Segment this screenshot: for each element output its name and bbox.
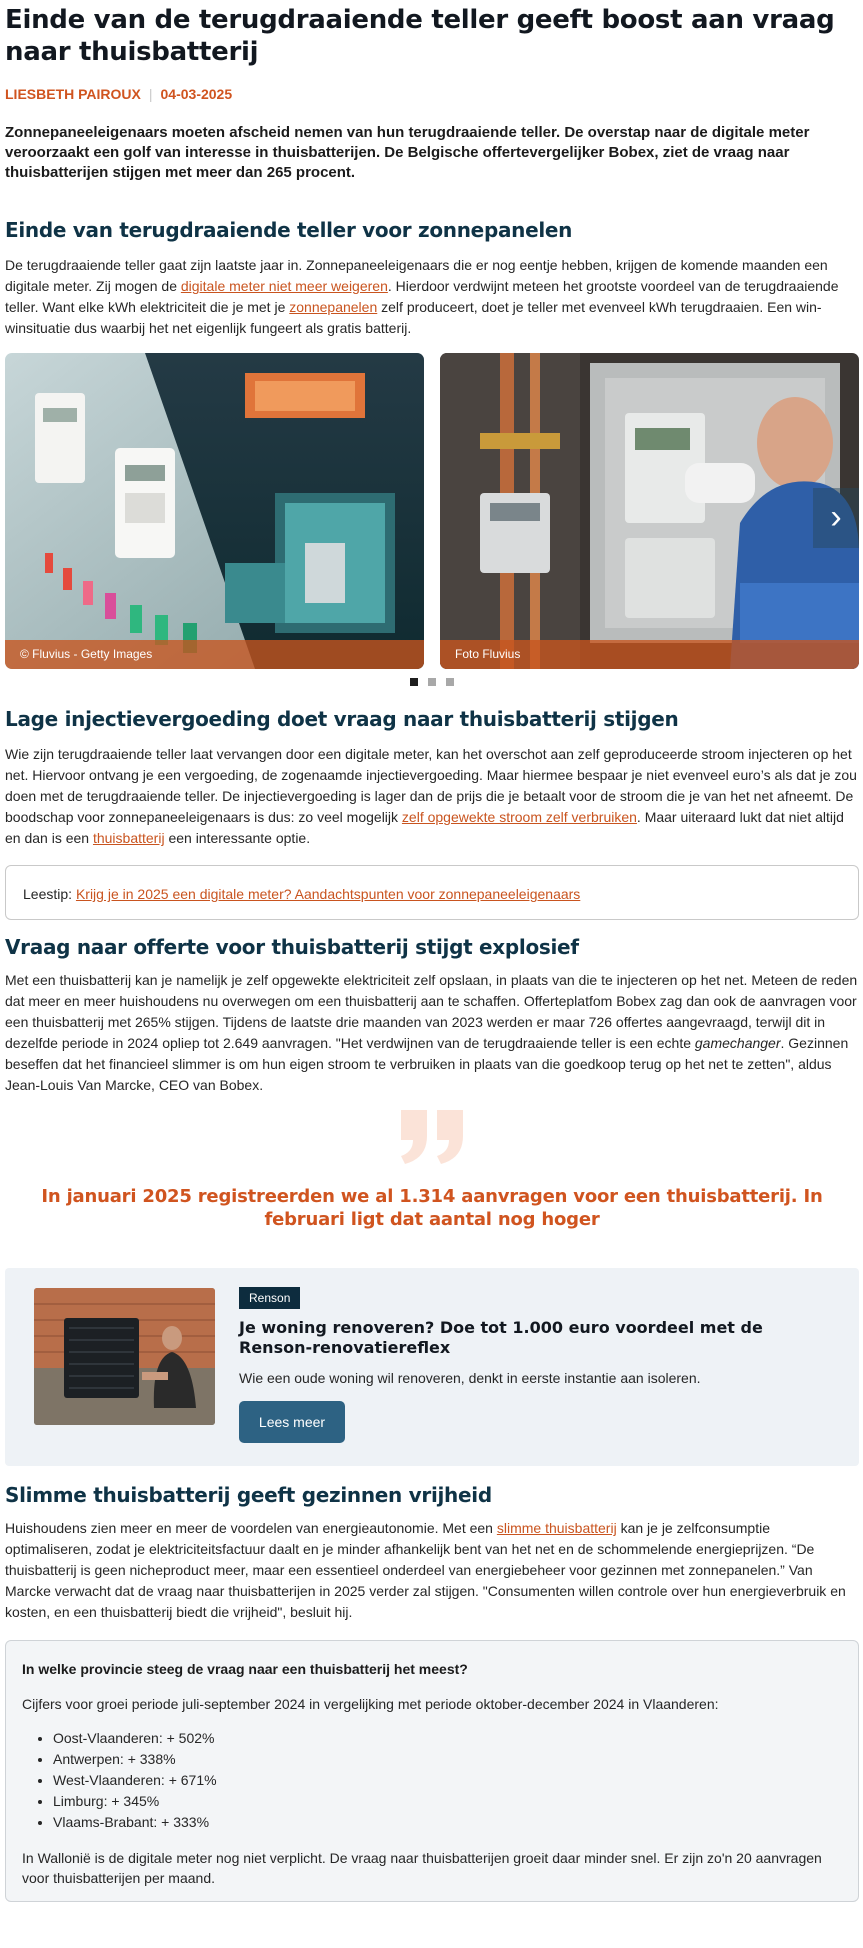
list-item: • Vlaams-Brabant: + 333%	[53, 1812, 842, 1833]
read-tip-label: Leestip:	[23, 886, 76, 902]
link-slimme-thuisbatterij[interactable]: slimme thuisbatterij	[496, 1520, 617, 1536]
gallery-next-button[interactable]	[813, 488, 859, 548]
pull-quote-text: In januari 2025 registreerden we al 1.314 aanvragen voor een thuisbatterij. In februari ligt dat aantal nog hoger	[41, 1186, 823, 1230]
info-box-provinces	[5, 1640, 859, 1902]
link-thuisbatterij[interactable]: thuisbatterij	[92, 830, 165, 846]
section-paragraph: De terugdraaiende teller gaat zijn laatste jaar in. Zonnepaneeleigenaars die er nog eentje hebben, krijgen de komende maanden een digitale meter. Zij mogen de digitale meter niet meer weigeren. Hierdoor verdwijnt meteen het grootste voordeel van de terugdraaiende teller. Want elke kWh elektriciteit die je met je zonnepanelen zelf produceert, doet je teller met evenveel kWh terugdraaien. Een win-winsituatie dus waarbij het net eigenlijk fungeert als gratis batterij.	[5, 257, 839, 336]
chevron-right-icon: ›	[830, 498, 842, 536]
emphasis-gamechanger: gamechanger	[694, 1035, 781, 1051]
promo-image[interactable]	[34, 1288, 215, 1425]
photo-digital-meters	[5, 353, 424, 669]
publish-date: 04-03-2025	[160, 86, 233, 102]
pull-quote	[5, 1110, 859, 1231]
list-item: • Antwerpen: + 338%	[53, 1749, 842, 1770]
promo-title[interactable]: Je woning renoveren? Doe tot 1.000 euro voordeel met de Renson-renovatiereflex	[239, 1318, 763, 1357]
gallery-dot-1[interactable]	[410, 678, 418, 686]
author[interactable]: LIESBETH PAIROUX	[5, 86, 141, 102]
article-intro: Zonnepaneeleigenaars moeten afscheid nemen van hun terugdraaiende teller. De overstap naar de digitale meter veroorzaakt een golf van interesse in thuisbatterijen. De Belgische offertevergelijker Bobex, ziet de vraag naar thuisbatterijen stijgen met meer dan 265 procent.	[5, 124, 810, 181]
image-gallery	[5, 353, 859, 669]
gallery-slide-1[interactable]	[5, 353, 424, 669]
gallery-caption-1: © Fluvius - Getty Images	[5, 640, 424, 669]
section-heading-offerte: Vraag naar offerte voor thuisbatterij stijgt explosief	[5, 935, 579, 959]
read-tip-link[interactable]: Krijg je in 2025 een digitale meter? Aandachtspunten voor zonnepaneeleigenaars	[75, 886, 581, 902]
info-box-question: In welke provincie steeg de vraag naar een thuisbatterij het meest?	[22, 1661, 468, 1677]
list-item: • West-Vlaanderen: + 671%	[53, 1770, 842, 1791]
promo-sponsor-tag: Renson	[239, 1287, 300, 1309]
link-zelf-verbruiken[interactable]: zelf opgewekte stroom zelf verbruiken	[401, 809, 637, 825]
province-growth-list	[22, 1728, 842, 1833]
section-paragraph: Met een thuisbatterij kan je namelijk je zelf opgewekte elektriciteit zelf opslaan, in plaats van die te injecteren op het net. Meteen de reden dat meer en meer huishoudens nu overwegen om een thuisbatterij aan te schaffen. Offerteplatfom Bobex zag dan ook de aanvragen voor een thuisbatterij met 265% stijgen. Tijdens de laatste drie maanden van 2023 werden er maar 726 offertes aangevraagd, terwijl dit in dezelfde periode in 2024 opliep tot 2.649 aanvragen. "Het verdwijnen van de terugdraaiende teller is een echte gamechanger. Gezinnen beseffen dat het financieel slimmer is om hun eigen stroom te verbruiken in plaats van die goedkoop terug op het net te zetten", aldus Jean-Louis Van Marcke, CEO van Bobex.	[5, 972, 858, 1093]
promo-description: Wie een oude woning wil renoveren, denkt in eerste instantie aan isoleren.	[239, 1370, 701, 1386]
promo-content	[239, 1287, 839, 1443]
gallery-dot-2[interactable]	[428, 678, 436, 686]
section-heading-injectievergoeding: Lage injectievergoeding doet vraag naar thuisbatterij stijgen	[5, 707, 679, 731]
quote-icon	[399, 1110, 465, 1164]
section-paragraph: Wie zijn terugdraaiende teller laat vervangen door een digitale meter, kan het overschot aan zelf geproduceerde stroom injecteren op het net. Hiervoor ontvang je een vergoeding, de zogenaamde injectievergoeding. Maar hiermee bespaar je niet evenveel euro’s als dat je zou doen met de terugdraaiende teller. De injectievergoeding is lager dan de prijs die je betaalt voor de stroom die je van het net afneemt. De boodschap voor zonnepaneeleigenaars is dus: zo veel mogelijk zelf opgewekte stroom zelf verbruiken. Maar uiteraard lukt dat niet altijd en dan is een thuisbatterij een interessante optie.	[5, 746, 857, 846]
link-zonnepanelen[interactable]: zonnepanelen	[289, 299, 378, 315]
sponsored-promo-card[interactable]	[5, 1268, 859, 1466]
photo-heat-pump-installer	[34, 1288, 215, 1425]
info-box-note: In Wallonië is de digitale meter nog niet verplicht. De vraag naar thuisbatterijen groeit daar minder snel. Er zijn zo'n 20 aanvragen voor thuisbatterijen per maand.	[22, 1850, 822, 1886]
section-heading-terugdraaiende-teller: Einde van terugdraaiende teller voor zonnepanelen	[5, 218, 573, 242]
link-digitale-meter[interactable]: digitale meter niet meer weigeren	[180, 278, 388, 294]
read-tip-box	[5, 865, 859, 920]
photo-technician-installing-meter	[440, 353, 859, 669]
article-meta	[5, 86, 859, 102]
section-paragraph: Huishoudens zien meer en meer de voordelen van energieautonomie. Met een slimme thuisbatterij kan je je zelfconsumptie optimaliseren, zodat je elektriciteitsfactuur daalt en je minder afhankelijk bent van het net en de schommelende energieprijzen. “De thuisbatterij is geen nicheproduct meer, maar een essentieel onderdeel van energiebeheer voor gezinnen met zonnepanelen.” Van Marcke verwacht dat de vraag naar thuisbatterijen in 2025 verder zal stijgen. "Consumenten willen controle over hun energieverbruik en kosten, en een thuisbatterij biedt die vrijheid", besluit hij.	[5, 1520, 846, 1620]
section-heading-vrijheid: Slimme thuisbatterij geeft gezinnen vrijheid	[5, 1483, 492, 1507]
article-title: Einde van de terugdraaiende teller geeft boost aan vraag naar thuisbatterij	[5, 5, 835, 67]
meta-separator: |	[148, 86, 153, 102]
list-item: • Oost-Vlaanderen: + 502%	[53, 1728, 842, 1749]
read-more-button[interactable]: Lees meer	[239, 1401, 345, 1443]
list-item: • Limburg: + 345%	[53, 1791, 842, 1812]
gallery-caption-2: Foto Fluvius	[440, 640, 859, 669]
gallery-slide-2[interactable]	[440, 353, 859, 669]
info-box-subtitle: Cijfers voor groei periode juli-september 2024 in vergelijking met periode oktober-december 2024 in Vlaanderen:	[22, 1696, 719, 1712]
gallery-pagination	[5, 678, 859, 686]
gallery-dot-3[interactable]	[446, 678, 454, 686]
